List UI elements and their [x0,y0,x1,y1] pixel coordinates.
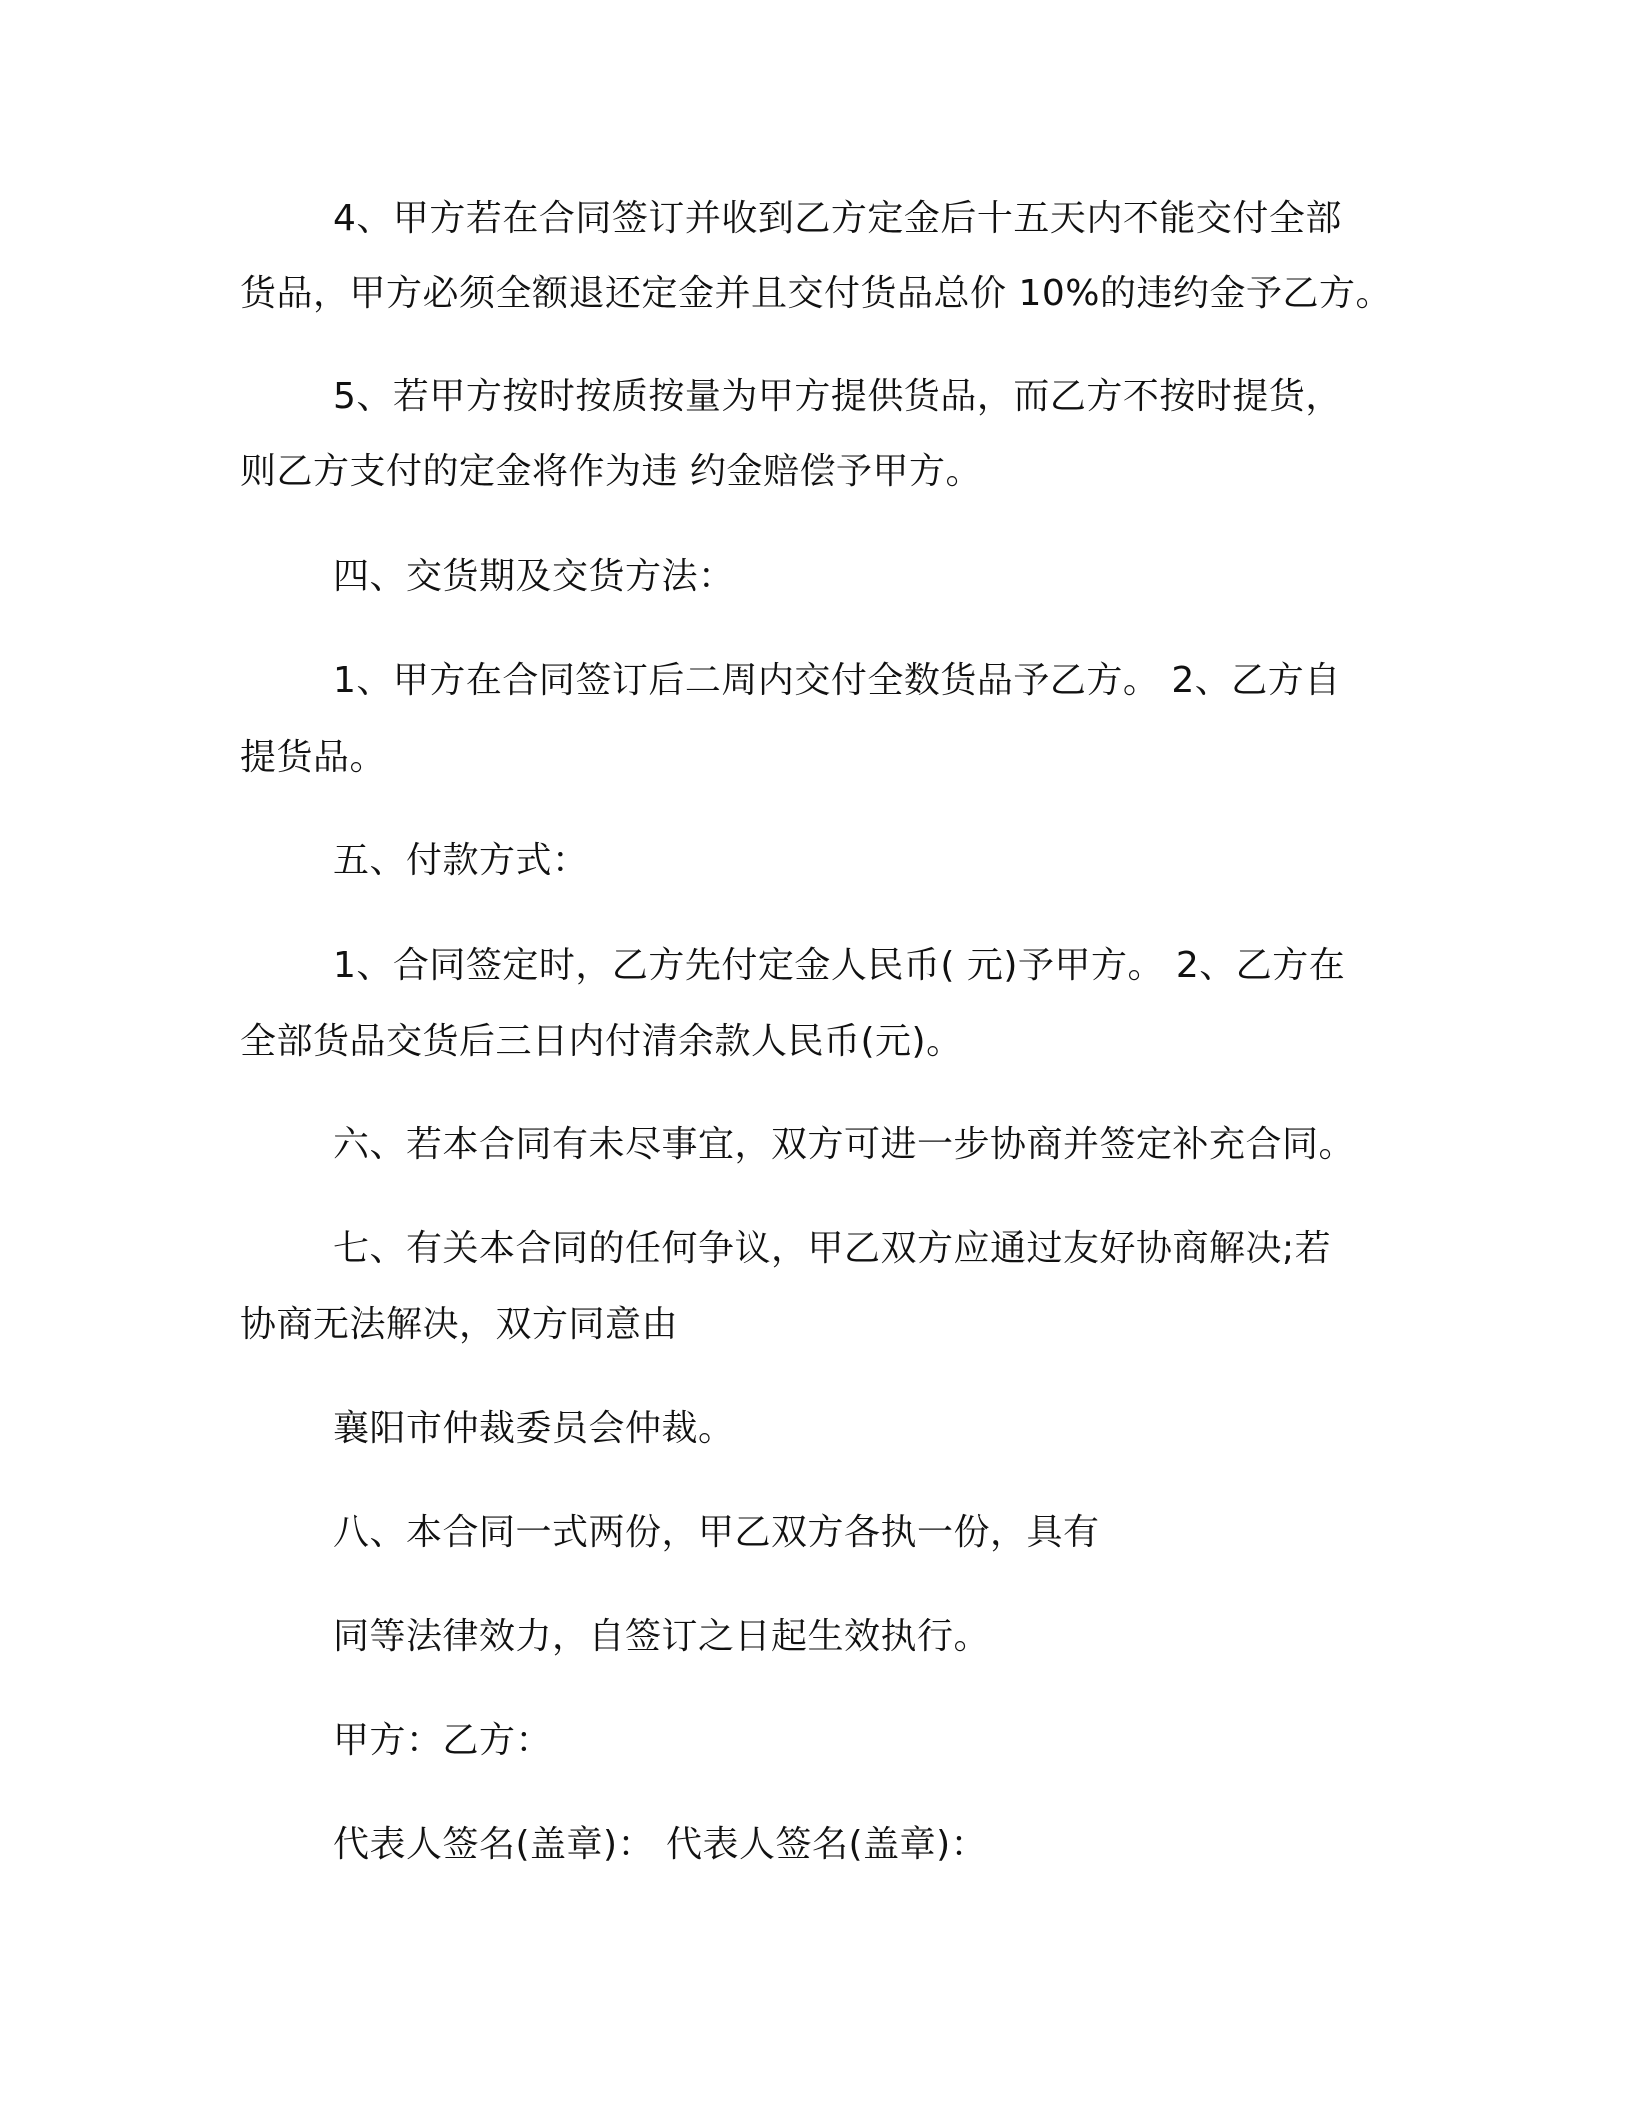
delivery-line-2: 提货品。 [240,737,387,778]
section-4-heading: 四、交货期及交货方法： [333,556,735,597]
parties-line: 甲方：乙方： [333,1720,553,1761]
section-5-heading: 五、付款方式： [333,840,589,881]
section-7-line-1: 七、有关本合同的任何争议，甲乙双方应通过友好协商解决;若 [333,1228,1332,1269]
payment-line-2: 全部货品交货后三日内付清余款人民币(元)。 [240,1021,963,1062]
payment-line-1: 1、合同签定时，乙方先付定金人民币( 元)予甲方。 2、乙方在 [333,945,1346,986]
delivery-line-1: 1、甲方在合同签订后二周内交付全数货品予乙方。 2、乙方自 [333,660,1341,701]
clause-5-line-2: 则乙方支付的定金将作为违 约金赔偿予甲方。 [240,451,982,492]
arbitration-line: 襄阳市仲裁委员会仲裁。 [333,1408,735,1449]
section-8-line-1: 八、本合同一式两份，甲乙双方各执一份，具有 [333,1512,1100,1553]
signature-line: 代表人签名(盖章)： 代表人签名(盖章)： [333,1824,988,1865]
clause-4-line-1: 4、甲方若在合同签订并收到乙方定金后十五天内不能交付全部 [333,198,1342,239]
clause-4-line-2: 货品，甲方必须全额退还定金并且交付货品总价 10%的违约金予乙方。 [240,273,1392,314]
section-8-line-2: 同等法律效力，自签订之日起生效执行。 [333,1616,991,1657]
section-6-line: 六、若本合同有未尽事宜，双方可进一步协商并签定补充合同。 [333,1124,1356,1165]
section-7-line-2: 协商无法解决，双方同意由 [240,1304,679,1345]
clause-5-line-1: 5、若甲方按时按质按量为甲方提供货品，而乙方不按时提货， [333,376,1342,417]
